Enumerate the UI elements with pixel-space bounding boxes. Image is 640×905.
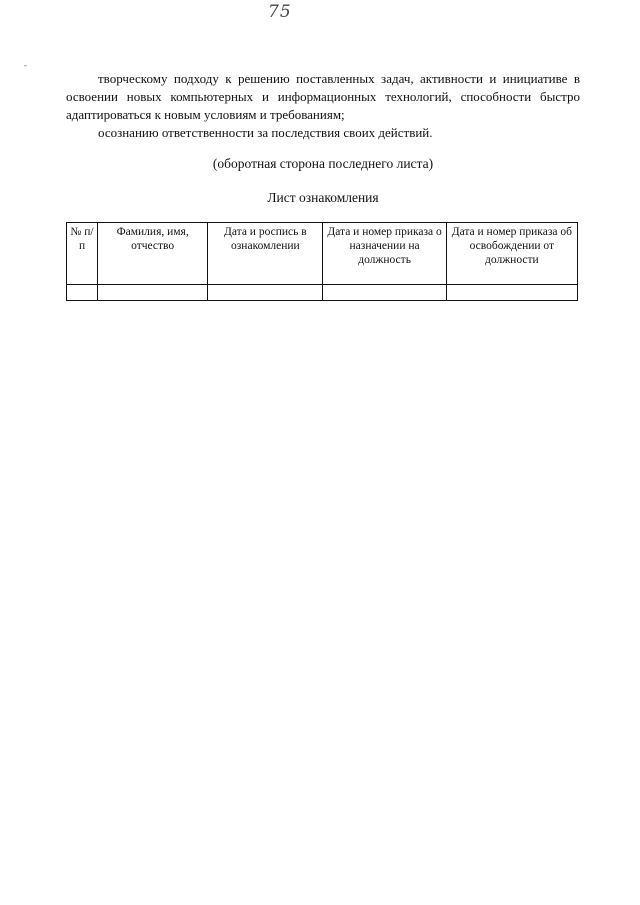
body-text bbox=[66, 70, 580, 142]
table-cell bbox=[323, 285, 446, 301]
header-appointment-order: Дата и номер приказа о назначении на должность bbox=[323, 223, 446, 285]
paragraph-responsibility: осознанию ответственности за последствия своих действий. bbox=[98, 125, 433, 140]
table-row bbox=[67, 285, 578, 301]
table-cell bbox=[98, 285, 208, 301]
margin-mark: - bbox=[24, 60, 27, 70]
back-note: (оборотная сторона последнего листа) bbox=[212, 156, 434, 171]
table-cell bbox=[446, 285, 577, 301]
header-number: № п/п bbox=[67, 223, 98, 285]
sheet-title: Лист ознакомления bbox=[267, 190, 379, 205]
header-release-order: Дата и номер приказа об освобождении от должности bbox=[446, 223, 577, 285]
paragraph-creativity: творческому подходу к решению поставленных задач, активности и инициативе в освоении новых компьютерных и информационных технологий, способности быстро адаптироваться к новым условиям и требованиям; bbox=[66, 71, 580, 122]
table-cell bbox=[208, 285, 323, 301]
header-date-signature: Дата и роспись в ознакомлении bbox=[208, 223, 323, 285]
table-cell bbox=[67, 285, 98, 301]
header-full-name: Фамилия, имя, отчество bbox=[98, 223, 208, 285]
acknowledgement-table bbox=[66, 222, 578, 301]
table-header-row bbox=[67, 223, 578, 285]
page-number: 75 bbox=[268, 2, 292, 22]
